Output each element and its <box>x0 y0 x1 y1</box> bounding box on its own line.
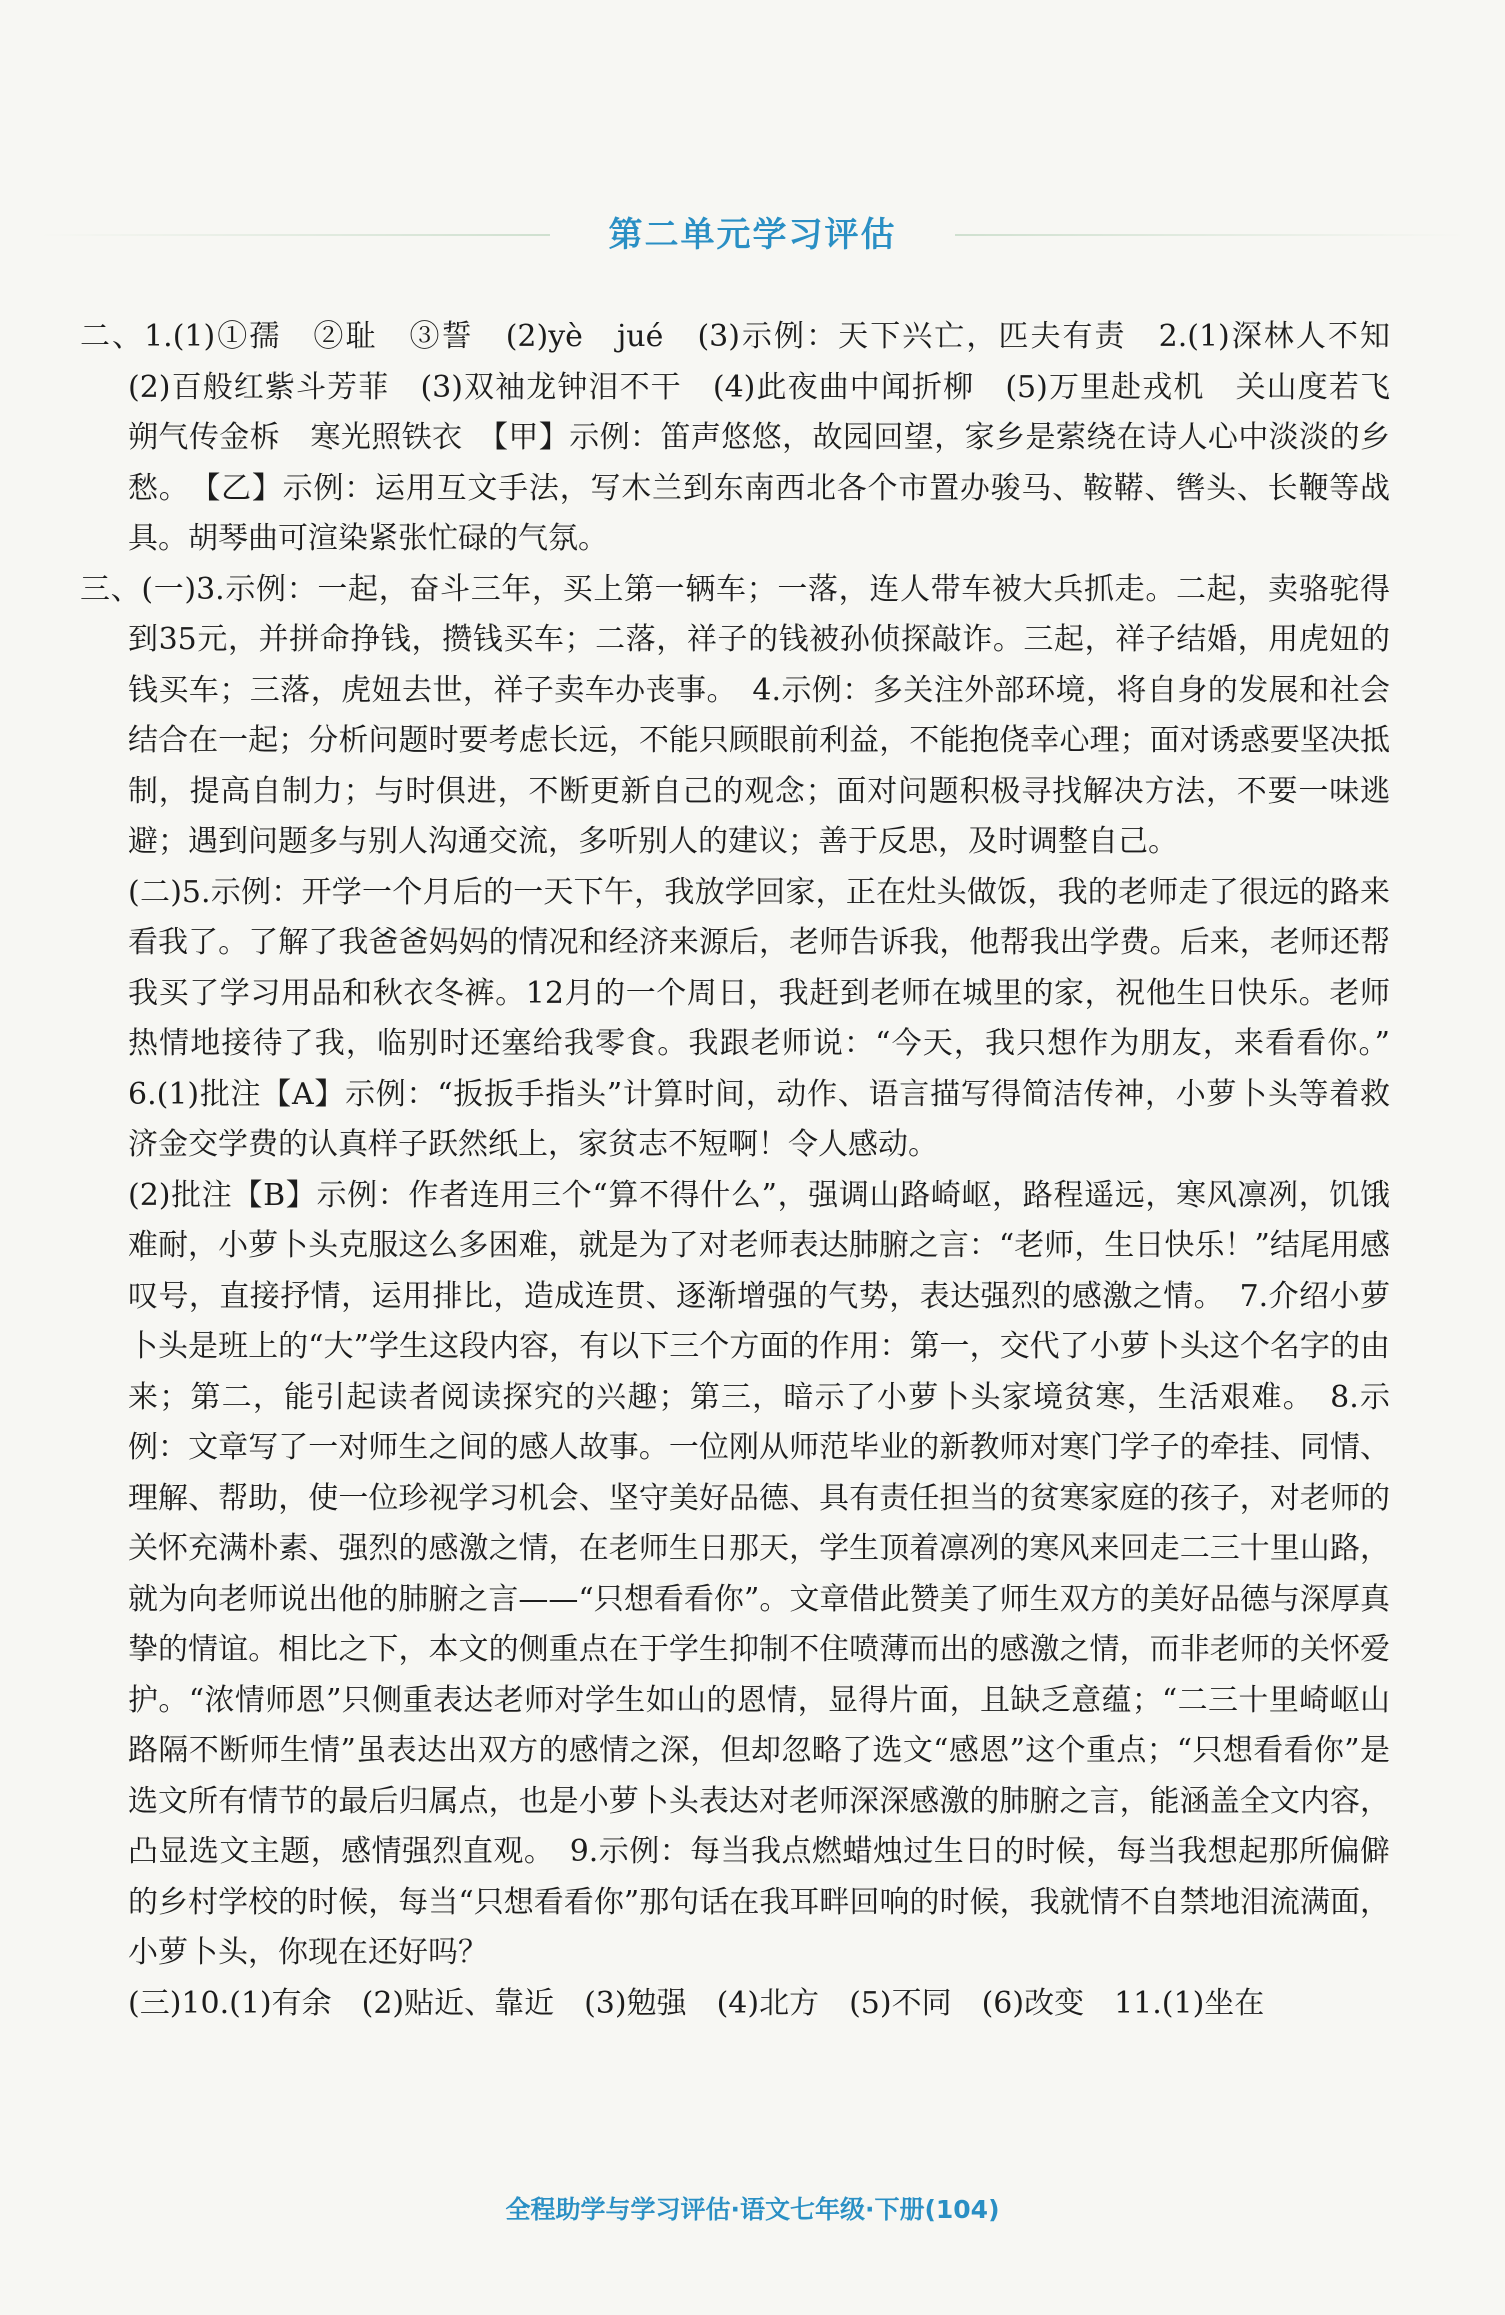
answer-section-3-part-3: (三)10.(1)有余 (2)贴近、靠近 (3)勉强 (4)北方 (5)不同 (6)改变 11.(1)坐在 <box>128 1985 1265 2021</box>
page-footer: 全程助学与学习评估·语文七年级·下册(104) <box>505 2195 1000 2224</box>
answer-body <box>80 312 1420 2029</box>
page-title: 第二单元学习评估 <box>608 215 897 255</box>
answer-section-2: 二、1.(1)①孺 ②耻 ③誓 (2)yè jué (3)示例：天下兴亡，匹夫有责 2.(1)深林人不知 (2)百般红紫斗芳菲 (3)双袖龙钟泪不干 (4)此夜曲中闻折柳 (5)万里赴戎机 关山度若飞 朔气传金柝 寒光照铁衣 【甲】示例：笛声悠悠，故园回望，家乡是萦绕在诗人心中淡淡的乡愁。 【乙】示例：运用互文手法，写木兰到东南西北各个市置办骏马、鞍鞯、辔头、长鞭等战具。胡琴曲可渲染紧张忙碌的气氛。 <box>80 319 1420 556</box>
answer-section-3-part-1: 三、(一)3.示例：一起，奋斗三年，买上第一辆车；一落，连人带车被大兵抓走。二起，卖骆驼得到35元，并拼命挣钱，攒钱买车；二落，祥子的钱被孙侦探敲诈。三起，祥子结婚，用虎妞的钱买车；三落，虎妞去世，祥子卖车办丧事。 4.示例：多关注外部环境，将自身的发展和社会结合在一起；分析问题时要考虑长远，不能只顾眼前利益，不能抱侥幸心理；面对诱惑要坚决抵制，提高自制力；与时俱进，不断更新自己的观念；面对问题积极寻找解决方法，不要一味逃避；遇到问题多与别人沟通交流，多听别人的建议；善于反思，及时调整自己。 <box>80 571 1390 859</box>
answer-section-3-part-2: (二)5.示例：开学一个月后的一天下午，我放学回家，正在灶头做饭，我的老师走了很远的路来看我了。了解了我爸爸妈妈的情况和经济来源后，老师告诉我，他帮我出学费。后来，老师还帮我买了学习用品和秋衣冬裤。12月的一个周日，我赶到老师在城里的家，祝他生日快乐。老师热情地接待了我，临别时还塞给我零食。我跟老师说：“今天，我只想作为朋友，来看看你。” 6.(1)批注【A】示例：“扳扳手指头”计算时间，动作、语言描写得简洁传神，小萝卜头等着救济金交学费的认真样子跃然纸上，家贫志不短啊！令人感动。 <box>128 874 1420 1162</box>
answer-section-3-part-2-cont: (2)批注【B】示例：作者连用三个“算不得什么”，强调山路崎岖，路程遥远，寒风凛冽，饥饿难耐，小萝卜头克服这么多困难，就是为了对老师表达肺腑之言：“老师，生日快乐！”结尾用感叹号，直接抒情，运用排比，造成连贯、逐渐增强的气势，表达强烈的感激之情。 7.介绍小萝卜头是班上的“大”学生这段内容，有以下三个方面的作用：第一，交代了小萝卜头这个名字的由来；第二，能引起读者阅读探究的兴趣；第三，暗示了小萝卜头家境贫寒，生活艰难。 8.示例：文章写了一对师生之间的感人故事。一位刚从师范毕业的新教师对寒门学子的牵挂、同情、理解、帮助，使一位珍视学习机会、坚守美好品德、具有责任担当的贫寒家庭的孩子，对老师的关怀充满朴素、强烈的感激之情，在老师生日那天，学生顶着凛冽的寒风来回走二三十里山路，就为向老师说出他的肺腑之言——“只想看看你”。文章借此赞美了师生双方的美好品德与深厚真挚的情谊。相比之下，本文的侧重点在于学生抑制不住喷薄而出的感激之情，而非老师的关怀爱护。“浓情师恩”只侧重表达老师对学生如山的恩情，显得片面，且缺乏意蕴；“二三十里崎岖山路隔不断师生情”虽表达出双方的感情之深，但却忽略了选文“感恩”这个重点；“只想看看你”是选文所有情节的最后归属点，也是小萝卜头表达对老师深深感激的肺腑之言，能涵盖全文内容，凸显选文主题，感情强烈直观。 9.示例：每当我点燃蜡烛过生日的时候，每当我想起那所偏僻的乡村学校的时候，每当“只想看看你”那句话在我耳畔回响的时候，我就情不自禁地泪流满面，小萝卜头，你现在还好吗？ <box>128 1177 1390 1970</box>
title-row <box>40 205 1465 265</box>
